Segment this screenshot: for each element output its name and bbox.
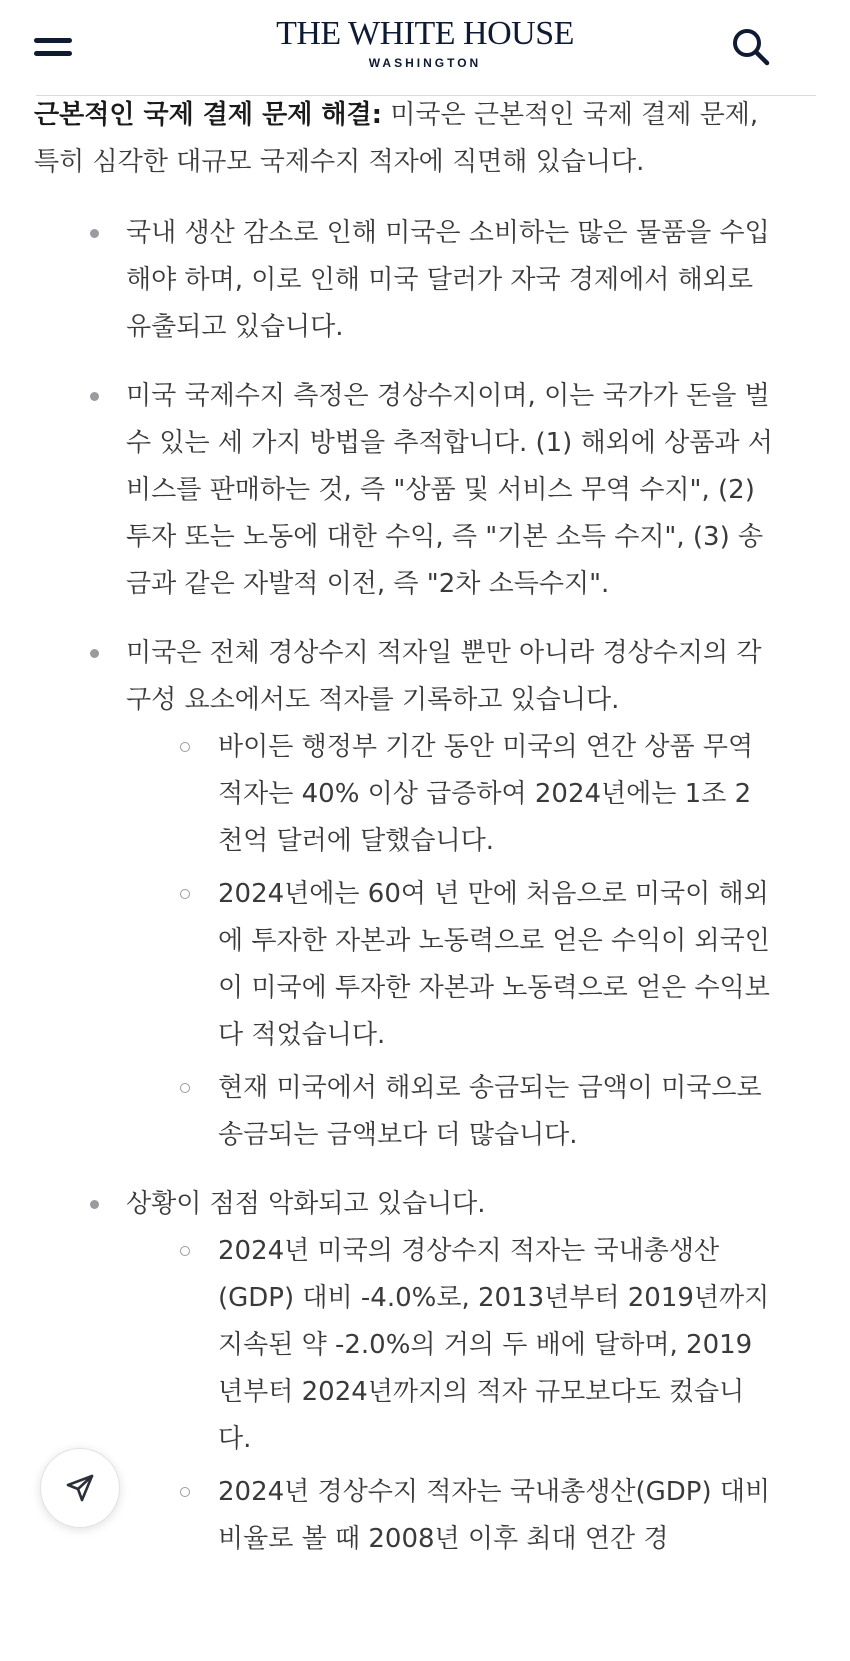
sub-list-item-text: 2024년 경상수지 적자는 국내총생산(GDP) 대비 비율로 볼 때 2008년 이후 최대 연간 경 [218,1477,771,1554]
site-logo[interactable] [0,14,850,70]
sub-list-item [218,1228,774,1463]
article-body [34,92,774,1585]
sub-list-item-text: 2024년 미국의 경상수지 적자는 국내총생산(GDP) 대비 -4.0%로, 2013년부터 2019년까지 지속된 약 -2.0%의 거의 두 배에 달하며, 2019년부터 2024년까지의 적자 규모보다도 컸습니다. [218,1236,770,1454]
list-item [126,373,774,608]
list-item-text: 미국 국제수지 측정은 경상수지이며, 이는 국가가 돈을 벌 수 있는 세 가지 방법을 추적합니다. (1) 해외에 상품과 서비스를 판매하는 것, 즉 "상품 및 서비스 무역 수지", (2) 투자 또는 노동에 대한 수익, 즉 "기본 소득 수지", (3) 송금과 같은 자발적 이전, 즉 "2차 소득수지". [126,381,773,599]
site-title: THE WHITE HOUSE [276,15,574,52]
bullet-list [34,210,774,1563]
send-icon [63,1471,97,1505]
list-item [126,210,774,351]
hollow-bullet-icon [180,1487,190,1497]
search-button[interactable] [730,26,772,68]
site-subtitle: WASHINGTON [368,56,482,70]
bullet-dot-icon [90,392,99,401]
intro-heading: 근본적인 국제 결제 문제 해결: [34,100,382,130]
hollow-bullet-icon [180,1083,190,1093]
list-item [126,1181,774,1563]
intro-paragraph [34,92,774,186]
bullet-dot-icon [90,649,99,658]
hollow-bullet-icon [180,889,190,899]
search-icon [730,26,772,68]
share-button[interactable] [40,1448,120,1528]
list-item-text: 국내 생산 감소로 인해 미국은 소비하는 많은 물품을 수입해야 하며, 이로 인해 미국 달러가 자국 경제에서 해외로 유출되고 있습니다. [126,218,770,342]
list-item-text: 미국은 전체 경상수지 적자일 뿐만 아니라 경상수지의 각 구성 요소에서도 적자를 기록하고 있습니다. [126,638,762,715]
intro-text: 미국은 근본적인 국제 결제 문제, 특히 심각한 대규모 국제수지 적자에 직면해 있습니다. [34,100,759,177]
list-item-text: 상황이 점점 악화되고 있습니다. [126,1189,486,1219]
list-item [126,630,774,1159]
sub-list-item [218,871,774,1059]
sub-bullet-list [126,724,774,1159]
bullet-dot-icon [90,1200,99,1209]
sub-list-item [218,1469,774,1563]
sub-list-item [218,724,774,865]
hollow-bullet-icon [180,742,190,752]
site-header [0,0,850,96]
hollow-bullet-icon [180,1246,190,1256]
sub-list-item [218,1065,774,1159]
sub-list-item-text: 바이든 행정부 기간 동안 미국의 연간 상품 무역 적자는 40% 이상 급증하여 2024년에는 1조 2천억 달러에 달했습니다. [218,732,754,856]
sub-list-item-text: 현재 미국에서 해외로 송금되는 금액이 미국으로 송금되는 금액보다 더 많습니다. [218,1073,762,1150]
sub-list-item-text: 2024년에는 60여 년 만에 처음으로 미국이 해외에 투자한 자본과 노동력으로 얻은 수익이 외국인이 미국에 투자한 자본과 노동력으로 얻은 수익보다 적었습니다. [218,879,770,1050]
bullet-dot-icon [90,229,99,238]
sub-bullet-list [126,1228,774,1563]
